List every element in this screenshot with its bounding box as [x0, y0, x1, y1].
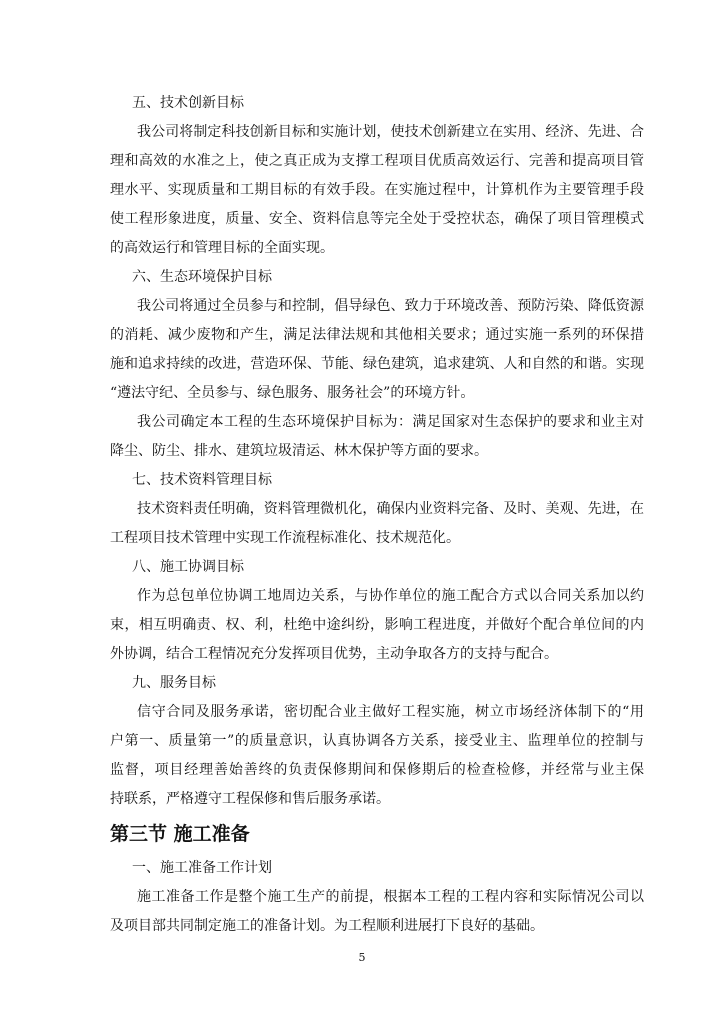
paragraph-line: 施工准备工作是整个施工生产的前提，根据本工程的工程内容和实际情况公司以: [137, 889, 644, 905]
paragraph: [110, 495, 644, 553]
paragraph-line: 工程项目技术管理中实现工作流程标准化、技术规范化。: [110, 530, 460, 546]
paragraph: [110, 118, 644, 263]
paragraph-line: 使工程形象进度，质量、安全、资料信息等完全处于受控状态，确保了项目管理模式: [110, 211, 644, 227]
subsection-heading: 五、技术创新目标: [132, 95, 244, 111]
paragraph-line: 理和高效的水准之上，使之真正成为支撑工程项目优质高效运行、完善和提高项目管: [110, 153, 644, 169]
paragraph-line: 施和追求持续的改进，营造环保、节能、绿色建筑，追求建筑、人和自然的和谐。实现: [110, 356, 644, 372]
paragraph-line: 信守合同及服务承诺，密切配合业主做好工程实施，树立市场经济体制下的“用: [137, 704, 644, 720]
paragraph-line: 外协调，结合工程情况充分发挥项目优势，主动争取各方的支持与配合。: [110, 646, 558, 662]
paragraph-line: “遵法守纪、全员参与、绿色服务、服务社会”的环境方针。: [110, 385, 475, 401]
paragraph-line: 持联系，严格遵守工程保修和售后服务承诺。: [110, 791, 390, 807]
document-body: [110, 89, 644, 941]
paragraph-line: 技术资料责任明确，资料管理微机化，确保内业资料完备、及时、美观、先进，在: [137, 501, 644, 517]
paragraph-line: 束，相互明确责、权、利，杜绝中途纠纷，影响工程进度，并做好个配合单位间的内: [110, 617, 644, 633]
subsection-heading: 六、生态环境保护目标: [132, 269, 272, 285]
paragraph: [110, 408, 644, 466]
paragraph-line: 理水平、实现质量和工期目标的有效手段。在实施过程中，计算机作为主要管理手段: [110, 182, 644, 198]
paragraph-line: 的高效运行和管理目标的全面实现。: [110, 240, 334, 256]
page-number: 5: [358, 951, 366, 964]
paragraph-line: 我公司确定本工程的生态环境保护目标为：满足国家对生态保护的要求和业主对: [137, 414, 644, 430]
paragraph-line: 户第一、质量第一”的质量意识，认真协调各方关系，接受业主、监理单位的控制与: [110, 733, 644, 749]
paragraph: [110, 698, 644, 814]
paragraph: [110, 582, 644, 669]
subsection-heading: 八、施工协调目标: [132, 559, 244, 575]
paragraph-line: 的消耗、减少废物和产生，满足法律法规和其他相关要求；通过实施一系列的环保措: [110, 327, 644, 343]
paragraph-line: 我公司将制定科技创新目标和实施计划，使技术创新建立在实用、经济、先进、合: [137, 124, 644, 140]
subsection-heading: 一、施工准备工作计划: [132, 860, 272, 876]
paragraph-line: 降尘、防尘、排水、建筑垃圾清运、林木保护等方面的要求。: [110, 443, 488, 459]
subsection-heading: 九、服务目标: [132, 675, 216, 691]
paragraph: [110, 883, 644, 941]
paragraph-line: 及项目部共同制定施工的准备计划。为工程顺利进展打下良好的基础。: [110, 918, 544, 934]
section-title: 第三节 施工准备: [110, 823, 250, 845]
paragraph: [110, 292, 644, 408]
paragraph-line: 作为总包单位协调工地周边关系，与协作单位的施工配合方式以合同关系加以约: [137, 588, 644, 604]
paragraph-line: 我公司将通过全员参与和控制，倡导绿色、致力于环境改善、预防污染、降低资源: [137, 298, 644, 314]
paragraph-line: 监督，项目经理善始善终的负责保修期间和保修期后的检查检修，并经常与业主保: [110, 762, 644, 778]
subsection-heading: 七、技术资料管理目标: [132, 472, 272, 488]
